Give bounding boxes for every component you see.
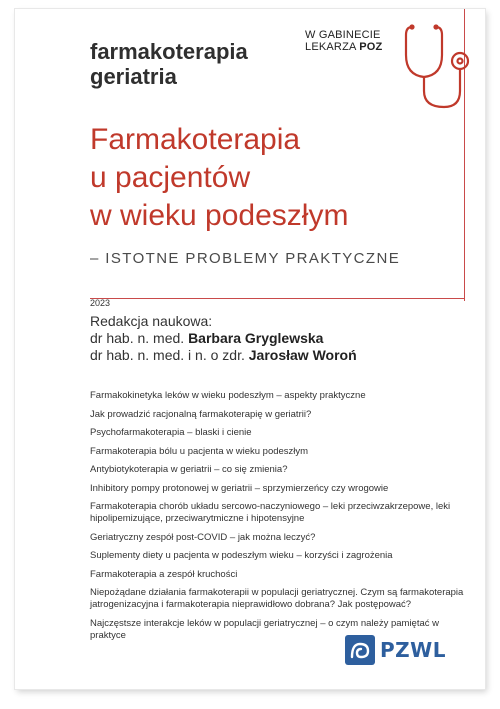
title-line-3: w wieku podeszłym: [90, 199, 349, 232]
badge-poz: POZ: [359, 41, 383, 53]
toc-item: Farmakokinetyka leków w wieku podeszłym – aspekty praktyczne: [90, 390, 366, 401]
accent-horizontal-line: [90, 298, 465, 299]
series-line-2: geriatria: [90, 64, 177, 89]
toc-item: Najczęstsze interakcje leków w populacji geriatrycznej – o czym należy pamiętać w praktyce: [90, 617, 440, 641]
toc-item: Psychofarmakoterapia – blaski i cienie: [90, 427, 252, 438]
toc-item: Antybiotykoterapia w geriatrii – co się zmienia?: [90, 464, 288, 475]
book-cover: [15, 9, 485, 689]
toc-item: Geriatryczny zespół post-COVID – jak można leczyć?: [90, 531, 316, 543]
toc-item: Niepożądane działania farmakoterapii w populacji geriatrycznej. Czym są farmakoterapia jatrogenizacyjna i farmakoterapia nieprawidłowo dobrana? Jak postępować?: [90, 587, 464, 610]
toc-item: Farmakoterapia a zespół kruchości: [90, 568, 238, 580]
title-line-1: Farmakoterapia: [90, 123, 301, 156]
book-subtitle: – ISTOTNE PROBLEMY PRAKTYCZNE: [90, 250, 401, 267]
editor-2-name: Jarosław Woroń: [248, 347, 357, 363]
book-title: [90, 121, 348, 235]
pzwl-logo-icon: [345, 635, 375, 665]
title-line-2: u pacjentów: [90, 161, 251, 194]
publisher-name: PZWL: [380, 638, 446, 662]
editors-label: Redakcja naukowa:: [90, 313, 213, 329]
editors-block: [90, 313, 357, 364]
publication-year: 2023: [90, 298, 111, 308]
toc-item: Jak prowadzić racjonalną farmakoterapię w geriatrii?: [90, 408, 312, 420]
publisher-logo: [345, 635, 446, 665]
badge-line-1: W GABINECIE: [305, 29, 381, 41]
toc-item: Suplementy diety u pacjenta w podeszłym wieku – korzyści i zagrożenia: [90, 550, 393, 561]
stethoscope-icon: [390, 15, 476, 115]
badge-line-2: LEKARZA POZ: [305, 41, 383, 53]
toc-item: Inhibitory pompy protonowej w geriatrii – sprzymierzeńcy czy wrogowie: [90, 482, 389, 494]
series-line-1: farmakoterapia: [90, 39, 248, 64]
series-title: [90, 39, 248, 89]
editor-1-name: Barbara Gryglewska: [188, 330, 324, 346]
toc-item: Farmakoterapia bólu u pacjenta w wieku podeszłym: [90, 445, 309, 457]
table-of-contents: [90, 390, 475, 648]
editor-1: dr hab. n. med. Barbara Gryglewska: [90, 330, 324, 346]
series-badge: [305, 29, 382, 53]
editor-2: dr hab. n. med. i n. o zdr. Jarosław Woroń: [90, 347, 357, 363]
toc-item: Farmakoterapia chorób układu sercowo-naczyniowego – leki przeciwzakrzepowe, leki hipolipemizujące, przeciwarytmiczne i hipotensyjne: [90, 501, 451, 524]
